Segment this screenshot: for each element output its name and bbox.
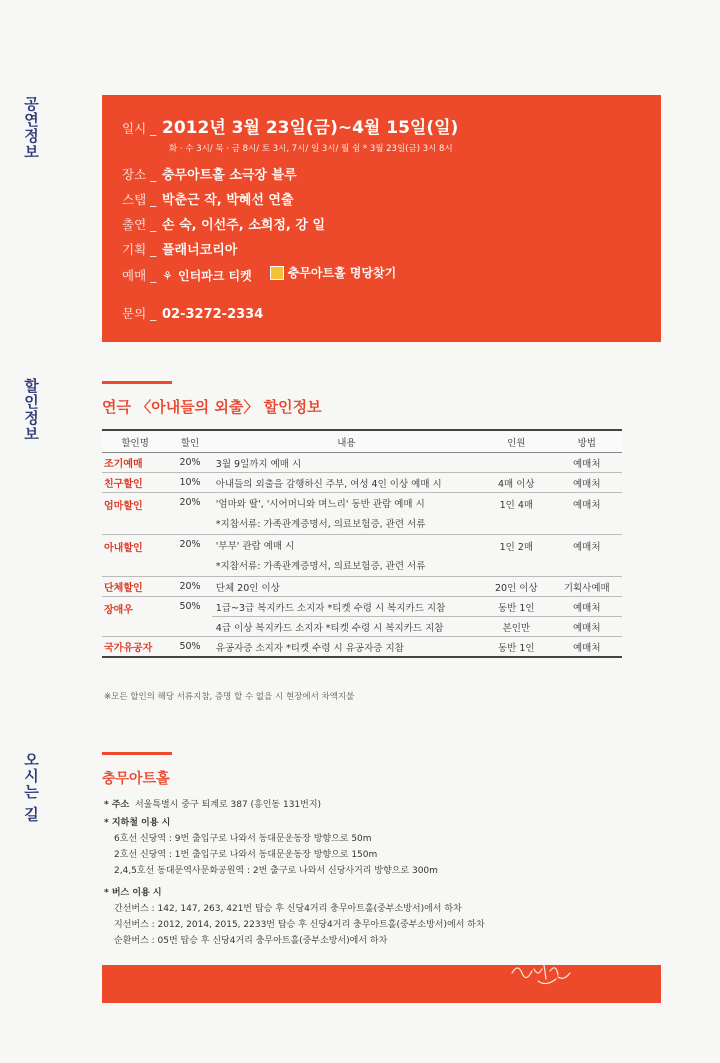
table-row <box>102 493 622 513</box>
interpark-ticket-text: 인터파크 티켓 <box>178 269 252 283</box>
bus-line-trunk: 간선버스 : 142, 147, 263, 421번 탑승 후 신당4거리 충무아트홀(중부소방서)에서 하차 <box>114 904 462 914</box>
row-name: 아내할인 <box>102 535 168 577</box>
handwritten-signature <box>508 951 578 991</box>
address-text: 서울특별시 중구 퇴계로 387 (흥인동 131번지) <box>134 800 322 810</box>
header-rate: 할인 <box>168 430 212 453</box>
date-row <box>122 113 661 138</box>
staff-row <box>122 189 661 208</box>
row-name: 단체할인 <box>102 577 168 597</box>
side-label-directions: 오시는 길 <box>22 752 40 823</box>
subway-label: * 지하철 이용 시 <box>104 818 171 828</box>
subway-line-6: 6호선 신당역 : 9번 출입구로 나와서 동대문운동장 방향으로 50m <box>114 834 372 844</box>
discount-table <box>102 429 622 658</box>
staff-label: 스탭 _ <box>122 192 157 207</box>
row-rate: 10% <box>168 473 212 493</box>
row-method: 예매처 <box>552 453 622 473</box>
bus-line-branch: 지선버스 : 2012, 2014, 2015, 2233번 탑승 후 신당4거리 충무아트홀(중부소방서)에서 하차 <box>114 920 485 930</box>
cast-row <box>122 214 661 233</box>
date-value: 2012년 3월 23일(금)~4월 15일(일) <box>162 118 459 138</box>
row-name: 조기예매 <box>102 453 168 473</box>
row-people <box>481 453 551 473</box>
row-people: 동반 1인 <box>481 597 551 617</box>
address-line <box>104 797 321 810</box>
row-method: 예매처 <box>552 637 622 658</box>
row-content: 4급 이상 복지카드 소지자 *티켓 수령 시 복지카드 지참 <box>212 617 481 637</box>
row-content: 단체 20인 이상 <box>212 577 481 597</box>
bus-label: * 버스 이용 시 <box>104 888 162 898</box>
table-row <box>102 577 622 597</box>
table-row <box>102 535 622 555</box>
subway-line-2: 2호선 신당역 : 1번 출입구로 나와서 동대문운동장 방향으로 150m <box>114 850 378 860</box>
date-label: 일시 _ <box>122 121 157 136</box>
row-name: 장애우 <box>102 597 168 637</box>
subway-line-245: 2,4,5호선 동대문역사문화공원역 : 2번 출구로 나와서 신당사거리 방향으로 300m <box>114 866 438 876</box>
row-content: 유공자증 소지자 *티켓 수령 시 유공자증 지참 <box>212 637 481 658</box>
row-content: '엄마와 딸', '시어머니와 며느리' 동반 관람 예매 시 <box>215 498 425 510</box>
row-people: 동반 1인 <box>481 637 551 658</box>
chungmu-logo-icon <box>270 266 284 280</box>
row-sub-note: *지참서류: 가족관계증명서, 의료보험증, 관련 서류 <box>212 554 481 577</box>
row-rate: 20% <box>168 577 212 597</box>
discount-title: 연극 〈아내들의 외출〉 할인정보 <box>102 398 322 416</box>
cast-value: 손 숙, 이선주, 소희정, 강 일 <box>162 218 326 233</box>
table-row <box>102 597 622 617</box>
header-method: 방법 <box>552 430 622 453</box>
row-method: 기획사예매 <box>552 577 622 597</box>
discount-section-bar <box>102 381 172 384</box>
row-name: 국가유공자 <box>102 637 168 658</box>
performance-info-panel <box>102 95 661 342</box>
row-people: 1인 2매 <box>481 535 551 577</box>
row-name: 친구할인 <box>102 473 168 493</box>
row-rate: 20% <box>168 535 212 577</box>
plan-row <box>122 239 661 258</box>
cast-label: 출연 _ <box>122 217 157 232</box>
row-method: 예매처 <box>552 535 622 577</box>
discount-table-header <box>102 430 622 453</box>
table-row <box>102 637 622 658</box>
row-rate: 20% <box>168 493 212 535</box>
ticket-label: 예매 _ <box>122 267 157 283</box>
row-people: 1인 4매 <box>481 493 551 535</box>
header-name: 할인명 <box>102 430 168 453</box>
row-people: 4매 이상 <box>481 473 551 493</box>
staff-value: 박춘근 작, 박혜선 연출 <box>162 193 294 208</box>
row-rate: 50% <box>168 597 212 637</box>
row-sub-note: *지참서류: 가족관계증명서, 의료보험증, 관련 서류 <box>212 512 481 535</box>
contact-label: 문의 _ <box>122 306 157 321</box>
directions-section-bar <box>102 752 172 755</box>
schedule-text: 화 · 수 3시/ 목 · 금 8시/ 토 3시, 7시/ 일 3시/ 월 쉼 * 3월 23일(금) 3시 8시 <box>169 144 453 154</box>
ticket-row <box>122 264 661 284</box>
venue-row <box>122 164 661 183</box>
header-content: 내용 <box>212 430 481 453</box>
table-row <box>102 453 622 473</box>
row-method: 예매처 <box>552 617 622 637</box>
row-people: 20인 이상 <box>481 577 551 597</box>
row-rate: 20% <box>168 453 212 473</box>
row-content: '부부' 관람 예매 시 <box>215 540 295 552</box>
header-people: 인원 <box>481 430 551 453</box>
row-content: 3월 9일까지 예매 시 <box>212 453 481 473</box>
row-method: 예매처 <box>552 597 622 617</box>
row-name: 엄마할인 <box>102 493 168 535</box>
venue-value: 충무아트홀 소극장 블루 <box>162 168 297 183</box>
interpark-logo-icon: ⚘ <box>162 268 173 283</box>
row-content: 1급~3급 복지카드 소지자 *티켓 수령 시 복지카드 지참 <box>212 597 481 617</box>
row-people: 본인만 <box>481 617 551 637</box>
directions-title: 충무아트홀 <box>102 771 170 787</box>
interpark-ticket-link[interactable] <box>162 267 252 284</box>
address-label: * 주소 <box>104 800 130 810</box>
contact-row <box>122 304 661 322</box>
row-rate: 50% <box>168 637 212 658</box>
side-label-performance: 공연정보 <box>22 96 40 160</box>
contact-value: 02-3272-2334 <box>162 307 264 322</box>
plan-label: 기획 _ <box>122 242 157 257</box>
row-method: 예매처 <box>552 473 622 493</box>
venue-label: 장소 _ <box>122 167 157 182</box>
discount-note: ※모든 할인의 해당 서류지참, 증명 할 수 없을 시 현장에서 차액지불 <box>104 692 355 702</box>
side-label-discount: 할인정보 <box>22 378 40 442</box>
row-content: 아내들의 외출을 감행하신 주부, 여성 4인 이상 예매 시 <box>212 473 481 493</box>
row-method: 예매처 <box>552 493 622 535</box>
bus-line-circular: 순환버스 : 05번 탑승 후 신당4거리 충무아트홀(중부소방서)에서 하차 <box>114 936 388 946</box>
plan-value: 플래너코리아 <box>162 243 238 258</box>
chungmu-ticket-text: 충무아트홀 명당찾기 <box>287 266 397 280</box>
table-row <box>102 473 622 493</box>
chungmu-ticket-link[interactable] <box>270 264 397 281</box>
